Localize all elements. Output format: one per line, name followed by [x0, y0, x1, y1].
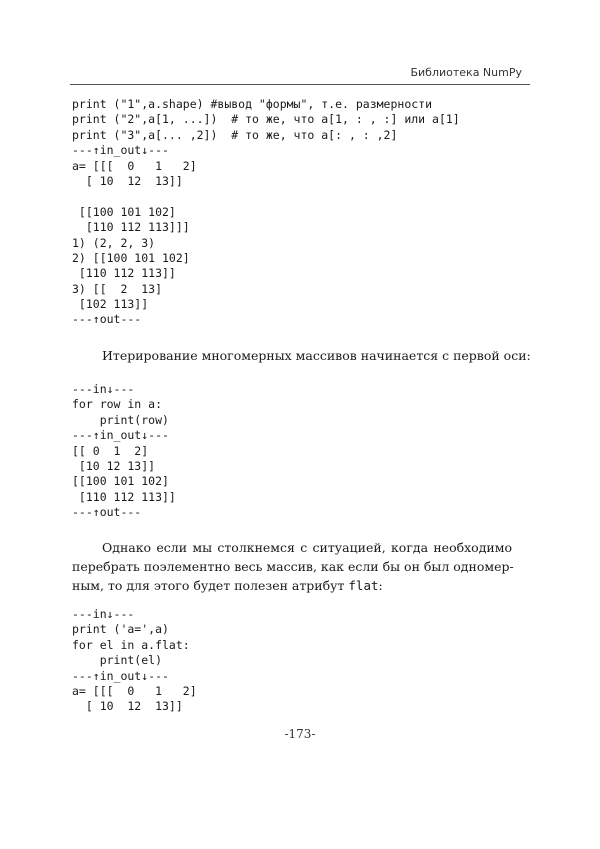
code-block-1 [72, 97, 460, 328]
code-line: 2) [[100 101 102] [72, 250, 190, 265]
code-line: ---↑out--- [72, 505, 142, 520]
code-line: 3) [[ 2 13] [72, 281, 163, 296]
code-line: print(row) [72, 412, 169, 427]
code-line: [110 112 113]] [72, 266, 176, 281]
code-line: ---in↓--- [72, 607, 135, 621]
code-line: print ("3",a[... ,2]) # то же, что a[: , : ,2] [72, 127, 398, 142]
code-line: ---↑in_out↓--- [72, 428, 169, 443]
inline-code-flat: flat [348, 578, 379, 593]
paragraph-line [72, 576, 512, 595]
code-line: [ 10 12 13]] [72, 699, 183, 714]
code-line: print ('a=',a) [72, 622, 169, 637]
code-line: [[100 101 102] [72, 474, 169, 489]
paragraph-line: Однако если мы столкнемся с ситуацией, когда необходимо [102, 540, 512, 555]
code-line: 1) (2, 2, 3) [72, 235, 156, 250]
paragraph-iteration [72, 346, 531, 365]
code-line [72, 189, 460, 204]
code-line: ---in↓--- [72, 382, 135, 396]
code-line: print ("2",a[1, ...]) # то же, что a[1, : , :] или a[1] [72, 112, 460, 127]
code-line: [[100 101 102] [72, 204, 176, 219]
paragraph-line: перебрать поэлементно весь массив, как если бы он был одномер- [72, 559, 514, 574]
code-block-3 [72, 607, 197, 715]
code-line: ---↑in_out↓--- [72, 668, 169, 683]
code-block-2 [72, 382, 176, 521]
code-line: print ("1",a.shape) #вывод "формы", т.е. размерности [72, 97, 433, 111]
code-line: for el in a.flat: [72, 637, 190, 652]
code-line: print(el) [72, 653, 163, 668]
code-line: [ 10 12 13]] [72, 173, 183, 188]
paragraph-text: Итерирование многомерных массивов начинается с первой оси: [102, 348, 531, 363]
paragraph-flat [72, 538, 512, 595]
code-line: ---↑in_out↓--- [72, 143, 169, 158]
page-number: -173- [284, 727, 316, 741]
code-line: a= [[[ 0 1 2] [72, 158, 197, 173]
code-line: [110 112 113]]] [72, 220, 190, 235]
code-line: for row in a: [72, 397, 163, 412]
code-line: [[ 0 1 2] [72, 443, 149, 458]
header-rule [70, 84, 530, 85]
paragraph-text: : [378, 578, 383, 593]
code-line: a= [[[ 0 1 2] [72, 683, 197, 698]
code-line: ---↑out--- [72, 312, 142, 327]
header-title: Библиотека NumPy [410, 66, 522, 79]
code-line: [102 113]] [72, 297, 149, 312]
paragraph-text: ным, то для этого будет полезен атрибут [72, 578, 349, 593]
code-line: [110 112 113]] [72, 489, 176, 504]
code-line: [10 12 13]] [72, 458, 156, 473]
